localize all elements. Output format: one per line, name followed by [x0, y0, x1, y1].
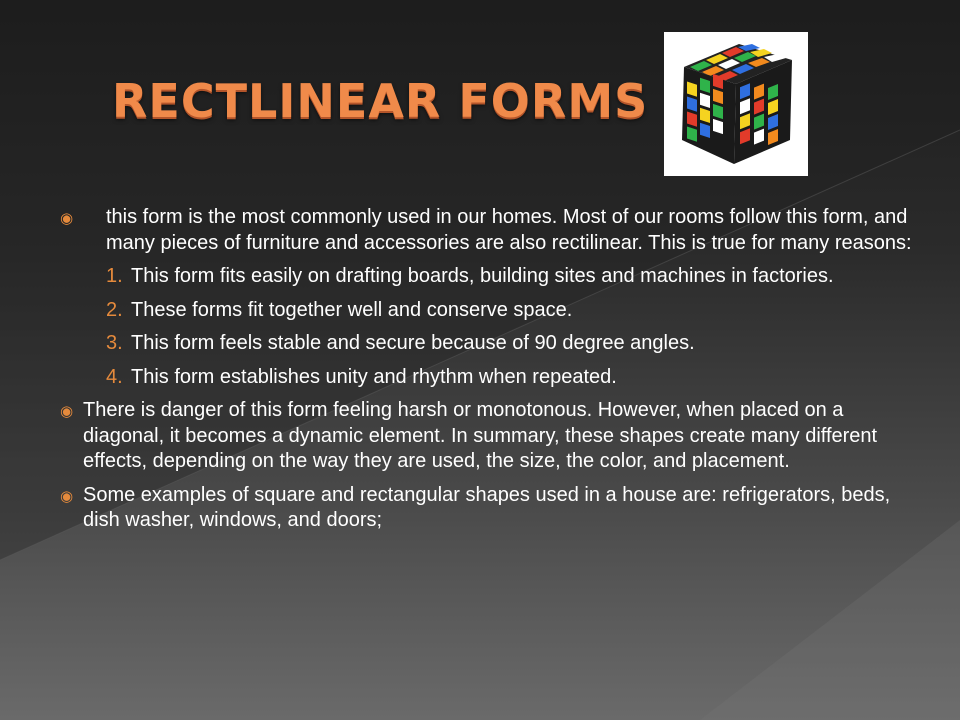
list-number: 3. — [106, 332, 123, 354]
bullet-text: this form is the most commonly used in our homes. Most of our rooms follow this form, and many pieces of furniture and accessories are also rectilinear. This is true for many reasons: — [106, 206, 912, 254]
list-text: This form fits easily on drafting boards, building sites and machines in factories. — [131, 265, 834, 287]
list-item — [106, 298, 912, 324]
rubiks-cube-icon — [664, 32, 808, 176]
bullet-text: Some examples of square and rectangular shapes used in a house are: refrigerators, beds, dish washer, windows, and doors; — [83, 483, 891, 531]
slide-content — [62, 205, 912, 542]
list-item — [106, 331, 912, 357]
bullet-item — [62, 483, 912, 534]
list-text: This form feels stable and secure because of 90 degree angles. — [131, 332, 695, 354]
list-text: This form establishes unity and rhythm when repeated. — [131, 365, 617, 388]
list-number: 2. — [106, 298, 123, 321]
list-number: 1. — [106, 265, 123, 287]
circle-bullet-icon: ◉ — [60, 487, 74, 505]
bullet-item — [62, 398, 912, 475]
bullet-text: There is danger of this form feeling harsh or monotonous. However, when placed on a diagonal, it becomes a dynamic element. In summary, these shapes create many different effects, depending on the way they are used, the size, the color, and placement. — [83, 399, 878, 472]
list-text: These forms fit together well and conserve space. — [131, 298, 573, 321]
slide-title: RECTLINEAR FORMS — [112, 74, 649, 128]
list-number: 4. — [106, 365, 123, 388]
circle-bullet-icon: ◉ — [60, 403, 74, 420]
reasons-list — [106, 264, 912, 390]
list-item — [106, 264, 912, 290]
bullet-item — [62, 205, 912, 256]
list-item — [106, 365, 912, 391]
circle-bullet-icon: ◉ — [60, 210, 74, 227]
rubiks-cube-image — [664, 32, 808, 176]
